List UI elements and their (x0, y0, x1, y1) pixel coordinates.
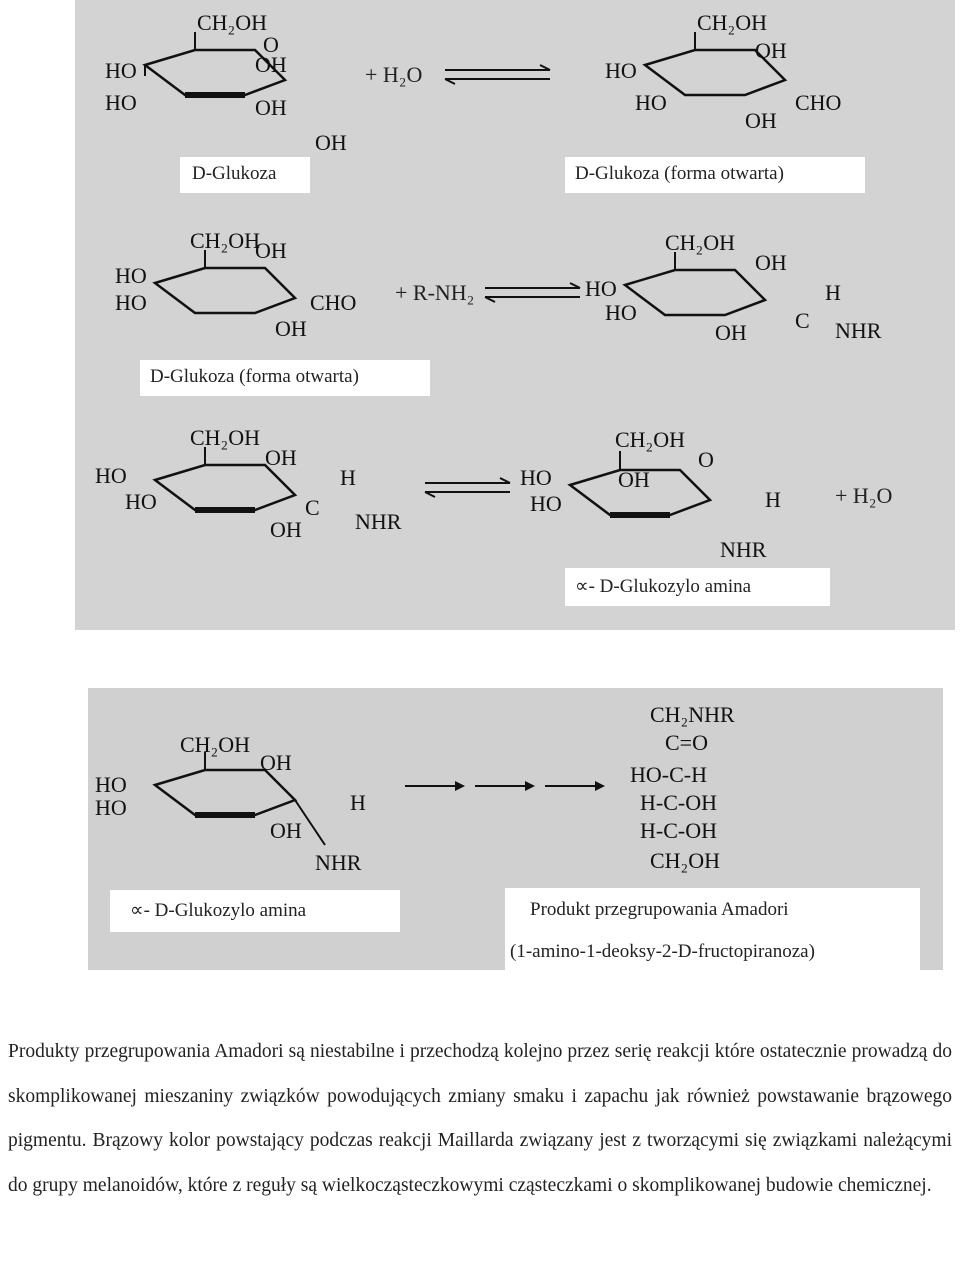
svg-text:OH: OH (255, 52, 287, 77)
svg-text:H-C-OH: H-C-OH (640, 790, 717, 815)
reaction-arrows (405, 778, 605, 798)
svg-text:HO: HO (125, 489, 157, 514)
svg-text:HO: HO (105, 58, 137, 83)
body-paragraph: Produkty przegrupowania Amadori są niestabilne i przechodzą kolejno przez serię reakcji które ostatecznie prowadzą do skomplikowanej mieszaniny związków powodujących zmiany smaku i zapachu jak również powstawanie brązowego pigmentu. Brązowy kolor powstający podczas reakcji Maillarda związany jest z tworzącymi się związkami należącymi do grupy melanoidów, które z reguły są wielkocząsteczkowymi cząsteczkami o skomplikowanej budowie chemicznej. (8, 1041, 952, 1196)
amadori-product-structure (625, 700, 785, 880)
svg-text:OH: OH (618, 467, 650, 492)
glucosylamine-structure-2 (95, 730, 395, 880)
svg-text:HO: HO (585, 276, 617, 301)
svg-text:CHO: CHO (795, 90, 842, 115)
svg-text:OH: OH (265, 445, 297, 470)
svg-text:OH: OH (260, 750, 292, 775)
svg-text:H-C-OH: H-C-OH (640, 818, 717, 843)
svg-text:H: H (340, 465, 356, 490)
plus-water-2: + H₂O (835, 483, 893, 508)
caption-glucose: D-Glukoza (192, 163, 277, 184)
svg-text:HO: HO (520, 465, 552, 490)
svg-text:HO: HO (635, 90, 667, 115)
svg-text:C: C (305, 495, 320, 520)
caption-amadori-product-name: (1-amino-1-deoksy-2-D-fructopiranoza) (510, 941, 815, 962)
svg-text:OH: OH (315, 130, 347, 155)
svg-text:HO: HO (605, 58, 637, 83)
caption-glucose-open-top: D-Glukoza (forma otwarta) (575, 163, 784, 184)
svg-text:OH: OH (745, 108, 777, 133)
svg-text:CH₂OH: CH₂OH (650, 848, 721, 873)
svg-text:O: O (698, 447, 714, 472)
svg-text:HO: HO (95, 463, 127, 488)
svg-text:HO: HO (115, 290, 147, 315)
svg-text:OH: OH (255, 95, 287, 120)
carbinolamine-structure (585, 230, 885, 350)
svg-text:HO: HO (95, 795, 127, 820)
glucosylamine-structure (520, 425, 800, 565)
svg-text:OH: OH (755, 250, 787, 275)
svg-text:C: C (795, 308, 810, 333)
svg-text:OH: OH (255, 238, 287, 263)
glucose-ring-structure (105, 10, 347, 155)
caption-glucosylamine-top: ∝- D-Glukozylo amina (575, 576, 752, 597)
svg-text:CH₂OH: CH₂OH (190, 228, 261, 253)
svg-text:CH₂OH: CH₂OH (180, 732, 251, 757)
svg-text:CH₂NHR: CH₂NHR (650, 702, 735, 727)
svg-text:OH: OH (275, 316, 307, 341)
svg-text:H: H (350, 790, 366, 815)
glucose-open-structure (605, 10, 865, 133)
plus-amine: + R-NH₂ (395, 280, 475, 305)
equilibrium-arrows-1 (440, 65, 560, 85)
svg-text:OH: OH (270, 517, 302, 542)
svg-text:HO: HO (95, 772, 127, 797)
svg-text:CH₂OH: CH₂OH (197, 10, 268, 35)
svg-text:CH₂OH: CH₂OH (615, 427, 686, 452)
svg-text:OH: OH (715, 320, 747, 345)
glucose-open-structure-2 (115, 228, 375, 348)
svg-text:NHR: NHR (835, 318, 882, 343)
carbinolamine-structure-2 (95, 425, 425, 545)
svg-text:HO: HO (115, 263, 147, 288)
svg-text:OH: OH (270, 818, 302, 843)
svg-text:CH₂OH: CH₂OH (665, 230, 736, 255)
svg-text:C=O: C=O (665, 730, 708, 755)
equilibrium-arrows-2 (480, 283, 590, 303)
caption-amadori-product: Produkt przegrupowania Amadori (530, 899, 789, 920)
caption-glucosylamine-bottom: ∝- D-Glukozylo amina (130, 900, 307, 921)
svg-text:HO: HO (530, 491, 562, 516)
svg-text:HO: HO (605, 300, 637, 325)
svg-text:NHR: NHR (315, 850, 362, 875)
svg-text:CH₂OH: CH₂OH (190, 425, 261, 450)
svg-text:HO: HO (105, 90, 137, 115)
svg-text:H: H (825, 280, 841, 305)
svg-text:H: H (765, 487, 781, 512)
svg-text:HO-C-H: HO-C-H (630, 762, 707, 787)
svg-text:CHO: CHO (310, 290, 357, 315)
equilibrium-arrows-3 (420, 478, 520, 498)
svg-text:NHR: NHR (720, 537, 767, 562)
svg-text:O: O (263, 32, 279, 57)
caption-glucose-open-mid: D-Glukoza (forma otwarta) (150, 366, 359, 387)
plus-water: + H₂O (365, 62, 423, 87)
svg-text:OH: OH (755, 38, 787, 63)
svg-text:CH₂OH: CH₂OH (697, 10, 768, 35)
svg-text:NHR: NHR (355, 509, 402, 534)
